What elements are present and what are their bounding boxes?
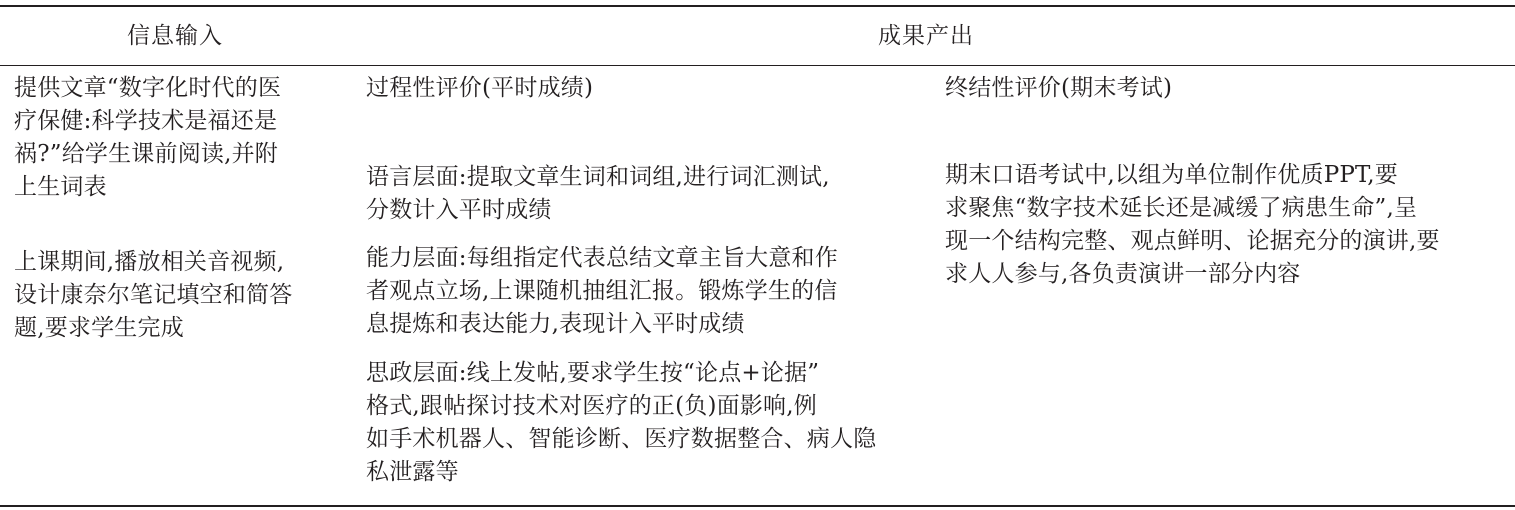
text-line: 格式,跟帖探讨技术对医疗的正(负)面影响,例 bbox=[366, 393, 817, 419]
text-line: 终结性评价(期末考试) bbox=[945, 75, 1173, 101]
table-bottom-rule bbox=[0, 505, 1515, 507]
text-line: 现一个结构完整、观点鲜明、论据充分的演讲,要 bbox=[945, 228, 1440, 254]
process-paragraph-ability bbox=[366, 242, 838, 341]
process-paragraph-language bbox=[366, 161, 830, 227]
text-line: 题,要求学生完成 bbox=[14, 315, 184, 341]
text-line: 求聚焦“数字技术延长还是减缓了病患生命”,呈 bbox=[945, 195, 1418, 221]
process-evaluation-title bbox=[366, 72, 593, 105]
text-line: 分数计入平时成绩 bbox=[366, 197, 552, 223]
text-line: 息提炼和表达能力,表现计入平时成绩 bbox=[366, 311, 745, 337]
text-line: 思政层面:线上发帖,要求学生按“论点+论据” bbox=[366, 360, 820, 386]
text-line: 提供文章“数字化时代的医 bbox=[14, 75, 282, 101]
text-line: 过程性评价(平时成绩) bbox=[366, 75, 594, 101]
text-line: 求人人参与,各负责演讲一部分内容 bbox=[945, 261, 1301, 287]
text-line: 私泄露等 bbox=[366, 459, 459, 485]
text-line: 语言层面:提取文章生词和词组,进行词汇测试, bbox=[366, 164, 830, 190]
text-line: 上生词表 bbox=[14, 174, 107, 200]
input-paragraph-reading bbox=[14, 72, 281, 204]
header-info-input: 信息输入 bbox=[127, 23, 223, 49]
summative-paragraph-exam bbox=[945, 159, 1440, 291]
text-line: 疗保健:科学技术是福还是 bbox=[14, 108, 278, 134]
text-line: 设计康奈尔笔记填空和简答 bbox=[14, 282, 293, 308]
text-line: 祸?”给学生课前阅读,并附 bbox=[14, 141, 279, 167]
text-line: 如手术机器人、智能诊断、医疗数据整合、病人隐 bbox=[366, 426, 877, 452]
table-top-rule bbox=[0, 5, 1515, 7]
text-line: 者观点立场,上课随机抽组汇报。锻炼学生的信 bbox=[366, 278, 838, 304]
text-line: 能力层面:每组指定代表总结文章主旨大意和作 bbox=[366, 245, 838, 271]
header-outcome-output: 成果产出 bbox=[878, 23, 974, 49]
process-paragraph-ideology bbox=[366, 357, 876, 489]
text-line: 上课期间,播放相关音视频, bbox=[14, 249, 285, 275]
text-line: 期末口语考试中,以组为单位制作优质PPT,要 bbox=[945, 162, 1398, 188]
table-header-rule bbox=[0, 65, 1515, 66]
summative-evaluation-title bbox=[945, 72, 1172, 105]
input-paragraph-class bbox=[14, 246, 292, 345]
